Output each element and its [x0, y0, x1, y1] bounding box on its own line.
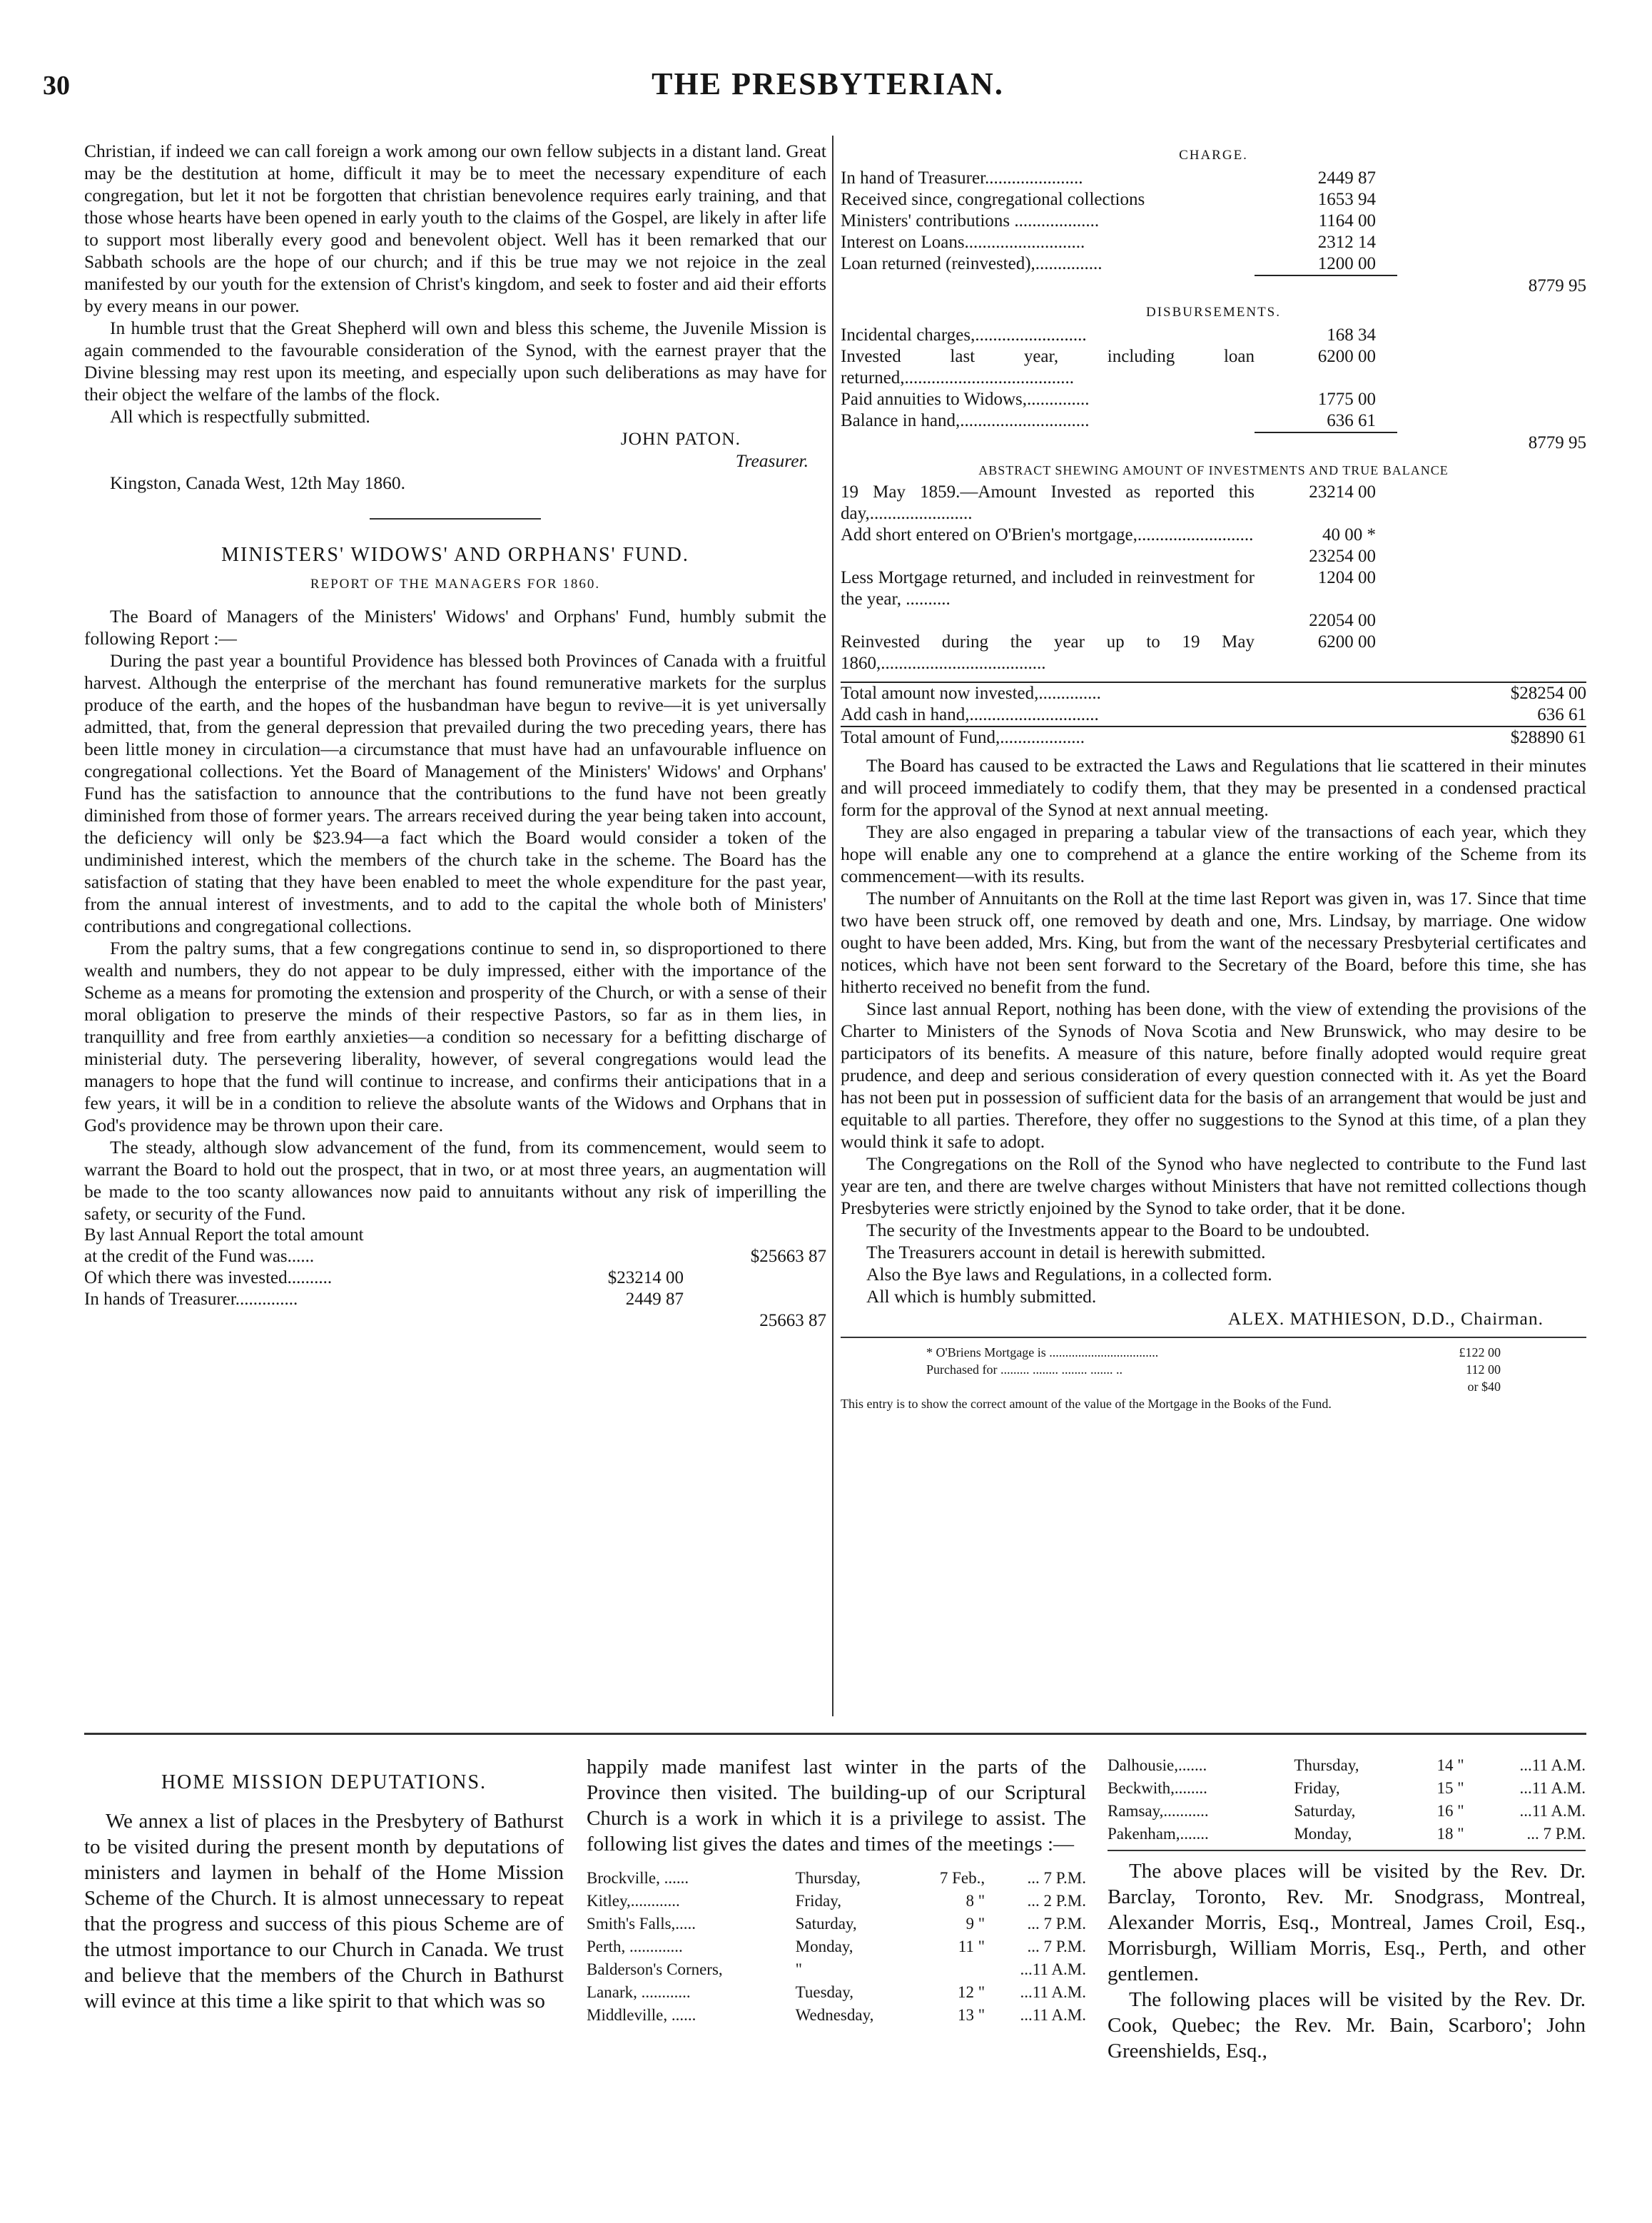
meeting-date: 7 Feb., — [939, 1869, 985, 1887]
last-report-total: $25663 87 — [750, 1247, 826, 1266]
charge-row-label: Loan returned (reinvested),............... — [841, 254, 1103, 273]
footnote-row — [841, 1361, 1586, 1378]
bottom-section-rule — [84, 1733, 1586, 1735]
charge-table — [841, 168, 1586, 297]
intro-paragraph: Christian, if indeed we can call foreign a work among our own fellow subjects in a distant land. Great may be the destitution at home, difficult it may be to meet the necessary expenditure of each congregation, but let it not be forgotten that christian benevolence requires early training, and that those whose hearts have been opened in early youth to the claims of the Gospel, are likely in after life to support most liberally every good and benevolent object. Well has it been remarked that our Sabbath schools are the hope of our church; and if this be true may we not rejoice in the zeal manifested by our youth for the extension of Christ's kingdom, and seek to foster and aid their efforts by every means in our power. — [84, 141, 826, 316]
report-paragraph: During the past year a bountiful Providence has blessed both Provinces of Canada with a fruitful harvest. Although the enterprise of the merchant has found remunerative markets for the surplus produce of the earth, and the hopes of the husbandman have begun to revive—it is yet universally admitted, that, from the general depression that prevailed during the two preceding years, there has been little money in circulation—a circumstance that must have had an unfavourable influence on congregational collections. Yet the Board of Management of the Ministers' Widows' and Orphans' Fund has the satisfaction to announce that the contributions to the fund have not been greatly diminished from those of former years. The arrears received during the year being taken into account, the deficiency will only be $23.94—a fact which the Board would consider a token of the undiminished interest, which the members of the church take in the scheme. The Board has the satisfaction of stating that they have been enabled to meet the whole expenditure for the past year, from the annual interest of investments, and to add to the capital the whole both of Ministers' contributions and congregational collections. — [84, 650, 826, 936]
meeting-place: Beckwith,........ — [1108, 1779, 1207, 1797]
last-report-row — [84, 1246, 826, 1267]
disb-row-total-value: 8779 95 — [1528, 433, 1586, 452]
abstract-row — [841, 632, 1586, 674]
meeting-time: ...11 A.M. — [1519, 1756, 1586, 1774]
disb-row-total-spacer — [841, 432, 1255, 454]
abstract-row — [841, 525, 1586, 546]
disb-row-label: Invested last year, including loan returned,...................................... — [841, 347, 1255, 388]
right-paragraph: The Treasurers account in detail is herewith submitted. — [866, 1242, 1266, 1262]
disb-row — [841, 346, 1586, 389]
footnote-amount: 112 00 — [1466, 1362, 1501, 1377]
total-invested-label: Total amount now invested,.............. — [841, 684, 1101, 703]
disb-row-amount: 168 34 — [1327, 325, 1376, 345]
report-paragraph: The steady, although slow advancement of the fund, from its commencement, would seem to warrant the Board to hold out the prospect, that in two, or at most three years, an augmentation will be made to the too scanty allowances now paid to annuitants without any risk of imperilling the safety, or security of the Fund. — [84, 1137, 826, 1224]
page-number: 30 — [43, 71, 70, 101]
meeting-date: 11 " — [958, 1938, 985, 1955]
charge-row-amount: 2312 14 — [1317, 233, 1376, 252]
charge-row-amount: 1653 94 — [1317, 190, 1376, 209]
meeting-time: ...11 A.M. — [1020, 2006, 1086, 2024]
last-report-mid: 2449 87 — [625, 1290, 684, 1309]
abstract-table — [841, 482, 1586, 674]
right-paragraph: They are also engaged in preparing a tabular view of the transactions of each year, which they hope will enable any one to comprehend at a glance the entire working of the Scheme from its commencement—with its results. — [841, 821, 1586, 886]
charge-row-label: In hand of Treasurer...................... — [841, 168, 1083, 188]
meeting-place: Balderson's Corners, — [587, 1960, 723, 1978]
meetings-table-b — [1108, 1754, 1586, 1845]
meeting-day: Saturday, — [1294, 1802, 1356, 1820]
meeting-day: Monday, — [1294, 1825, 1352, 1843]
abstract-row-amount: 23254 00 — [1309, 547, 1376, 566]
last-report-row — [84, 1225, 826, 1246]
meeting-day: Tuesday, — [795, 1983, 854, 2001]
meeting-date: 13 " — [957, 2006, 985, 2024]
abstract-row-label: Add short entered on O'Brien's mortgage,.......................... — [841, 525, 1254, 545]
meeting-date: 9 " — [966, 1915, 985, 1933]
charge-row — [841, 189, 1586, 211]
report-paragraph: From the paltry sums, that a few congregations continue to send in, so disproportioned to there wealth and numbers, they do not appear to be duly impressed, either with the importance of the Scheme as a means for promoting the extension and prosperity of the Church, or with a sense of their moral obligation to preserve the minds of their respective Pastors, so far as in them lies, in tranquillity and free from earthly anxieties—a condition so necessary for a befitting discharge of ministerial duty. The persevering liberality, however, of several congregations would lead the managers to hope that the fund will continue to increase, and confirms their anticipations that in a few years, it will be in a condition to relieve the absolute wants of the Widows and Orphans that in God's providence may be thrown upon their care. — [84, 938, 826, 1135]
meeting-row — [587, 2004, 1086, 2027]
disb-row — [841, 389, 1586, 410]
abstract-row-total — [1397, 546, 1586, 567]
fund-section-subtitle: REPORT OF THE MANAGERS FOR 1860. — [310, 577, 601, 592]
deputations-intro: We annex a list of places in the Presbytery of Bathurst to be visited during the present month by deputations of ministers and laymen in behalf of the Home Mission Scheme of the Church. It is almost unnecessary to repeat that the progress and success of this pious Scheme are of the utmost importance to our Church in Canada. We trust and believe that the members of the Church in Bathurst will evince at this time a like spirit to that which was so — [84, 1810, 564, 2012]
meeting-day: Friday, — [1294, 1779, 1340, 1797]
column-divider — [832, 136, 833, 1716]
abstract-row — [841, 482, 1586, 525]
abstract-row-amount: 40 00 * — [1322, 525, 1376, 545]
fund-total-row — [841, 726, 1586, 749]
abstract-row-total — [1397, 525, 1586, 546]
abstract-row-label — [841, 546, 1255, 567]
last-report-mid — [541, 1225, 684, 1246]
meeting-date: 15 " — [1436, 1779, 1464, 1797]
footnote-label — [841, 1378, 1373, 1395]
meeting-row — [1108, 1777, 1586, 1800]
abstract-row-total — [1397, 567, 1586, 610]
last-report-total — [684, 1225, 826, 1246]
meeting-row — [1108, 1823, 1586, 1845]
footnote-amount: £122 00 — [1459, 1345, 1501, 1359]
meeting-date: 14 " — [1436, 1756, 1464, 1774]
charge-row-total-value: 8779 95 — [1528, 276, 1586, 295]
charge-row — [841, 211, 1586, 232]
report-paragraph: The Board of Managers of the Ministers' Widows' and Orphans' Fund, humbly submit the following Report :— — [84, 606, 826, 649]
footnote-label: * O'Briens Mortgage is .................................. — [926, 1345, 1159, 1359]
last-report-table — [84, 1225, 826, 1332]
charge-row-total-row — [841, 275, 1586, 297]
meeting-date — [916, 1958, 985, 1981]
disb-row-label: Balance in hand,............................. — [841, 411, 1090, 430]
disb-row-amount: 6200 00 — [1317, 347, 1376, 366]
meeting-time: ... 7 P.M. — [1027, 1915, 1086, 1933]
footnote-text: This entry is to show the correct amount of the value of the Mortgage in the Books of the Fund. — [841, 1397, 1332, 1411]
disb-row-total-row — [841, 432, 1586, 454]
deputations-continued: happily made manifest last winter in the parts of the Province then visited. The building-up of our Scriptural Church is a work in which it is a privilege to assist. The following list gives the dates and times of the meetings :— — [587, 1756, 1086, 1855]
meeting-date: 12 " — [957, 1983, 985, 2001]
dateline: Kingston, Canada West, 12th May 1860. — [110, 472, 405, 493]
meeting-time: ... 2 P.M. — [1027, 1892, 1086, 1910]
disb-row-total — [1397, 325, 1586, 346]
publication-title: THE PRESBYTERIAN. — [652, 66, 1004, 101]
charge-row-label: Interest on Loans........................... — [841, 233, 1085, 252]
last-report-label: In hands of Treasurer.............. — [84, 1290, 298, 1309]
footnote-label: Purchased for ......... ........ ........ ....... .. — [926, 1362, 1123, 1377]
charge-row-label: Ministers' contributions ................... — [841, 211, 1100, 231]
meeting-time: ...11 A.M. — [1519, 1779, 1586, 1797]
abstract-row-amount: 22054 00 — [1309, 611, 1376, 630]
meeting-row — [587, 1913, 1086, 1935]
cash-label: Add cash in hand,............................. — [841, 705, 1099, 724]
charge-row-total — [1397, 168, 1586, 189]
meeting-time: ...11 A.M. — [1020, 1960, 1086, 1978]
meeting-place: Smith's Falls,..... — [587, 1915, 696, 1933]
right-paragraph: The Board has caused to be extracted the Laws and Regulations that lie scattered in their minutes and will proceed immediately to codify them, that they may be presented in a condensed practical form for the approval of the Synod at next annual meeting. — [841, 755, 1586, 820]
disb-row-total — [1397, 410, 1586, 432]
charge-row-total-line — [1255, 275, 1397, 297]
right-paragraph: The security of the Investments appear to the Board to be undoubted. — [866, 1220, 1370, 1240]
deputations-title: HOME MISSION DEPUTATIONS. — [161, 1771, 487, 1793]
deputations-column-2 — [587, 1754, 1086, 2027]
meeting-day: Thursday, — [795, 1869, 861, 1887]
charge-row-amount: 1200 00 — [1317, 254, 1376, 273]
charge-row-total — [1397, 253, 1586, 275]
meeting-date: 8 " — [966, 1892, 985, 1910]
deputations-column-3 — [1108, 1754, 1586, 2064]
disb-row-label: Incidental charges,......................... — [841, 325, 1087, 345]
last-report-label: Of which there was invested.......... — [84, 1268, 333, 1287]
charge-title: CHARGE. — [1179, 148, 1248, 163]
abstract-row-label — [841, 610, 1255, 632]
footnote-row — [841, 1344, 1586, 1361]
charge-row-total — [1397, 189, 1586, 211]
abstract-title: ABSTRACT SHEWING AMOUNT OF INVESTMENTS AND TRUE BALANCE — [978, 463, 1449, 477]
fund-section-title: MINISTERS' WIDOWS' AND ORPHANS' FUND. — [221, 544, 689, 566]
disbursements-title: DISBURSEMENTS. — [1146, 305, 1281, 320]
abstract-row — [841, 567, 1586, 610]
last-report-mid: $23214 00 — [607, 1268, 684, 1287]
last-report-mid — [541, 1310, 684, 1332]
abstract-row — [841, 546, 1586, 567]
footnote-row — [841, 1378, 1586, 1395]
meetings-rule — [1108, 1850, 1586, 1851]
fund-total-value: $28890 61 — [1510, 728, 1586, 747]
disbursements-table — [841, 325, 1586, 454]
meeting-place: Dalhousie,....... — [1108, 1756, 1207, 1774]
page-header — [43, 66, 1613, 108]
abstract-row-total — [1397, 632, 1586, 674]
footnote-rule — [841, 1337, 1586, 1338]
meeting-row — [1108, 1754, 1586, 1777]
meeting-place: Brockville, ...... — [587, 1869, 689, 1887]
right-paragraphs — [841, 754, 1586, 1307]
meeting-time: ... 7 P.M. — [1526, 1825, 1586, 1843]
humble-paragraph: In humble trust that the Great Shepherd will own and bless this scheme, the Juvenile Mission is again commended to the favourable consideration of the Synod, with the earnest prayer that the Divine blessing may rest upon its meeting, and especially upon such deliberations as may have for their object the welfare of the lambs of the flock. — [84, 318, 826, 405]
signature-name: JOHN PATON. — [620, 428, 741, 449]
meeting-day: Wednesday, — [795, 2006, 874, 2024]
meeting-place: Middleville, ...... — [587, 2006, 696, 2024]
abstract-row-label: Reinvested during the year up to 19 May 1860,..................................... — [841, 632, 1255, 673]
last-report-label: By last Annual Report the total amount — [84, 1225, 364, 1245]
fund-total-label: Total amount of Fund,................... — [841, 728, 1085, 747]
last-report-row — [84, 1310, 826, 1332]
right-column — [841, 140, 1586, 1412]
last-report-label: at the credit of the Fund was...... — [84, 1247, 315, 1266]
meeting-time: ...11 A.M. — [1519, 1802, 1586, 1820]
visitors-paragraph-2: The following places will be visited by the Rev. Dr. Cook, Quebec; the Rev. Mr. Bain, Scarboro'; John Greenshields, Esq., — [1108, 1988, 1586, 2062]
meeting-row — [587, 1890, 1086, 1913]
abstract-row-total — [1397, 610, 1586, 632]
charge-row — [841, 253, 1586, 275]
meeting-place: Lanark, ............ — [587, 1983, 691, 2001]
abstract-row — [841, 610, 1586, 632]
footnote-table — [841, 1344, 1586, 1395]
meeting-day: " — [795, 1960, 803, 1978]
meeting-time: ...11 A.M. — [1020, 1983, 1086, 2001]
last-report-total — [684, 1289, 826, 1310]
meeting-place: Kitley,............ — [587, 1892, 680, 1910]
charge-row — [841, 232, 1586, 253]
last-report-label — [84, 1310, 541, 1332]
meeting-row — [587, 1958, 1086, 1981]
abstract-row-amount: 1204 00 — [1317, 568, 1376, 587]
right-paragraph: The Congregations on the Roll of the Synod who have neglected to contribute to the Fund last year are ten, and there are twelve charges without Ministers that have not remitted collections though Presbyteries were strictly enjoined by the Synod to take order, that it be done. — [841, 1153, 1586, 1218]
meeting-row — [1108, 1800, 1586, 1823]
chairman-signature: ALEX. MATHIESON, D.D., Chairman. — [1227, 1308, 1544, 1329]
right-paragraph: All which is humbly submitted. — [866, 1286, 1097, 1307]
charge-row-total — [1397, 211, 1586, 232]
disb-row-amount: 1775 00 — [1317, 390, 1376, 409]
disb-row-total — [1397, 389, 1586, 410]
meeting-day: Friday, — [795, 1892, 841, 1910]
meeting-time: ... 7 P.M. — [1027, 1938, 1086, 1955]
meeting-row — [587, 1981, 1086, 2004]
disb-row-label: Paid annuities to Widows,.............. — [841, 390, 1090, 409]
total-invested-row — [841, 682, 1586, 704]
meeting-date: 16 " — [1436, 1802, 1464, 1820]
meeting-place: Ramsay,........... — [1108, 1802, 1209, 1820]
meeting-day: Saturday, — [795, 1915, 857, 1933]
visitors-paragraph-1: The above places will be visited by the Rev. Dr. Barclay, Toronto, Rev. Mr. Snodgrass, Montreal, Alexander Morris, Esq., Montreal, James Croil, Esq., Morrisburgh, William Morris, Esq., Perth, and other gentlemen. — [1108, 1860, 1586, 1985]
abstract-row-amount: 6200 00 — [1317, 632, 1376, 652]
left-column — [84, 140, 826, 1332]
charge-row-total — [1397, 232, 1586, 253]
disb-row-amount: 636 61 — [1327, 411, 1376, 430]
footnote-amount: or $40 — [1467, 1379, 1501, 1394]
deputations-column-1 — [84, 1770, 564, 2014]
abstract-row-total — [1397, 482, 1586, 525]
abstract-row-label: 19 May 1859.—Amount Invested as reported this day,....................... — [841, 482, 1255, 523]
submitted-line: All which is respectfully submitted. — [110, 406, 370, 427]
meeting-row — [587, 1867, 1086, 1890]
last-report-row — [84, 1267, 826, 1289]
disb-row — [841, 410, 1586, 432]
disb-row — [841, 325, 1586, 346]
charge-row-amount: 2449 87 — [1317, 168, 1376, 188]
cash-value: 636 61 — [1537, 705, 1586, 724]
total-invested-value: $28254 00 — [1510, 684, 1586, 703]
meeting-day: Thursday, — [1294, 1756, 1359, 1774]
right-paragraph: Also the Bye laws and Regulations, in a collected form. — [866, 1264, 1272, 1285]
last-report-mid — [541, 1246, 684, 1267]
last-report-total: 25663 87 — [759, 1311, 826, 1330]
disb-row-total-line — [1255, 432, 1397, 454]
right-paragraph: Since last annual Report, nothing has been done, with the view of extending the provisions of the Charter to Ministers of the Synods of Nova Scotia and New Brunswick, who may desire to be participators of its benefits. A measure of this nature, before finally adopted would require great prudence, and deep and serious consideration of every question connected with it. As yet the Board has not been put in possession of sufficient data for the basis of an arrangement that would be just and equitable to all parties. Therefore, they offer no suggestions to the Synod at this time, of a plan they would think it safe to adopt. — [841, 998, 1586, 1152]
section-divider — [370, 518, 541, 520]
meetings-table-a — [587, 1867, 1086, 2027]
meeting-time: ... 7 P.M. — [1027, 1869, 1086, 1887]
abstract-row-amount: 23214 00 — [1309, 482, 1376, 502]
meeting-day: Monday, — [795, 1938, 853, 1955]
signature-title: Treasurer. — [735, 450, 809, 471]
abstract-row-label: Less Mortgage returned, and included in reinvestment for the year, .......... — [841, 568, 1255, 609]
fund-totals-table — [841, 682, 1586, 749]
charge-row — [841, 168, 1586, 189]
meeting-date: 18 " — [1436, 1825, 1464, 1843]
meeting-place: Pakenham,....... — [1108, 1825, 1209, 1843]
report-body — [84, 605, 826, 1225]
meeting-row — [587, 1935, 1086, 1958]
meeting-place: Perth, ............. — [587, 1938, 683, 1955]
charge-row-amount: 1164 00 — [1318, 211, 1376, 231]
last-report-row — [84, 1289, 826, 1310]
charge-row-label: Received since, congregational collections — [841, 190, 1145, 209]
right-paragraph: The number of Annuitants on the Roll at the time last Report was given in, was 17. Since that time two have been struck off, one removed by death and one, Mrs. Lindsay, by marriage. One widow ought to have been added, Mrs. King, but from the want of the necessary Presbyterial certificates and notices, which have not been sent forward to the Secretary of the Board, before this time, she has hitherto received no benefit from the fund. — [841, 888, 1586, 997]
charge-row-total-spacer — [841, 275, 1255, 297]
cash-row — [841, 704, 1586, 726]
last-report-total — [684, 1267, 826, 1289]
disb-row-total — [1397, 346, 1586, 389]
